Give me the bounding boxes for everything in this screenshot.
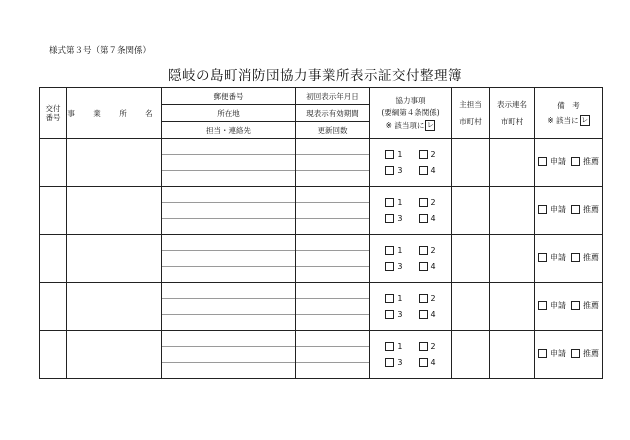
- register-row: [40, 187, 603, 235]
- remark-checkbox-application[interactable]: [538, 157, 566, 167]
- checkbox-icon: [419, 310, 428, 319]
- header-renewals: 更新回数: [296, 122, 370, 139]
- cell-first-date[interactable]: [296, 139, 369, 154]
- remark-label: 申請: [550, 156, 566, 166]
- item-checkbox-1[interactable]: [385, 294, 402, 304]
- remark-label: 推薦: [583, 252, 599, 262]
- cell-contact[interactable]: [162, 218, 295, 234]
- cell-number[interactable]: [40, 187, 67, 235]
- cell-remarks: [535, 139, 603, 187]
- header-address: 所在地: [162, 105, 296, 122]
- remark-label: 推薦: [583, 348, 599, 358]
- cell-municipality-display[interactable]: [490, 139, 535, 187]
- cell-kyoryoku-items: [370, 139, 452, 187]
- checkbox-icon: [538, 301, 547, 310]
- document-title: 隠岐の島町消防団協力事業所表示証交付整理簿: [168, 68, 462, 84]
- cell-address[interactable]: [162, 202, 295, 218]
- cell-contact[interactable]: [162, 266, 295, 282]
- checkmark-sample-box: レ: [426, 120, 434, 129]
- header-office-name: [67, 88, 162, 139]
- item-checkbox-2[interactable]: [419, 198, 436, 208]
- cell-kyoryoku-items: [370, 235, 452, 283]
- item-checkbox-3[interactable]: [385, 358, 402, 368]
- cell-address[interactable]: [162, 298, 295, 314]
- checkbox-icon: [419, 358, 428, 367]
- cell-municipality-main[interactable]: [452, 139, 490, 187]
- item-checkbox-1[interactable]: [385, 150, 402, 160]
- checkbox-icon: [385, 358, 394, 367]
- remark-checkbox-recommendation[interactable]: [571, 349, 599, 359]
- cell-dates[interactable]: [296, 331, 370, 379]
- checkbox-icon: [571, 253, 580, 262]
- item-checkbox-1[interactable]: [385, 246, 402, 256]
- checkbox-icon: [538, 253, 547, 262]
- checkbox-icon: [385, 166, 394, 175]
- cell-renewals[interactable]: [296, 362, 369, 378]
- remark-checkbox-recommendation[interactable]: [571, 157, 599, 167]
- cell-first-date[interactable]: [296, 283, 369, 298]
- checkbox-icon: [571, 301, 580, 310]
- remark-label: 申請: [550, 204, 566, 214]
- cell-expiry[interactable]: [296, 298, 369, 314]
- item-label: 3: [397, 213, 403, 223]
- cell-dates[interactable]: [296, 235, 370, 283]
- cell-office-name[interactable]: [67, 331, 162, 379]
- cell-postal-address-contact[interactable]: [162, 235, 296, 283]
- header-first-date: 初回表示年月日: [296, 88, 370, 105]
- item-checkbox-4[interactable]: [419, 214, 436, 224]
- cell-address[interactable]: [162, 250, 295, 266]
- checkbox-icon: [419, 214, 428, 223]
- checkbox-icon: [538, 349, 547, 358]
- item-checkbox-1[interactable]: [385, 342, 402, 352]
- item-checkbox-4[interactable]: [419, 310, 436, 320]
- item-label: 4: [430, 261, 436, 271]
- item-label: 3: [397, 357, 403, 367]
- checkbox-icon: [419, 198, 428, 207]
- cell-remarks: [535, 235, 603, 283]
- header-row-1: [40, 88, 603, 105]
- cell-postal[interactable]: [162, 139, 295, 154]
- checkbox-icon: [571, 205, 580, 214]
- item-checkbox-2[interactable]: [419, 150, 436, 160]
- item-checkbox-3[interactable]: [385, 214, 402, 224]
- header-office-name-label: 事 業 所 名: [67, 108, 161, 118]
- item-label: 1: [397, 149, 403, 159]
- cell-renewals[interactable]: [296, 170, 369, 186]
- header-municipality-display: [490, 88, 535, 139]
- cell-municipality-display[interactable]: [490, 331, 535, 379]
- remark-checkbox-application[interactable]: [538, 301, 566, 311]
- item-label: 3: [397, 165, 403, 175]
- cell-postal-address-contact[interactable]: [162, 139, 296, 187]
- item-checkbox-3[interactable]: [385, 310, 402, 320]
- checkbox-icon: [419, 262, 428, 271]
- cell-kyoryoku-items: [370, 187, 452, 235]
- item-label: 3: [397, 261, 403, 271]
- checkbox-icon: [385, 310, 394, 319]
- header-municipality-main-line1: 主担当: [459, 100, 482, 109]
- checkbox-icon: [385, 342, 394, 351]
- item-checkbox-2[interactable]: [419, 342, 436, 352]
- item-label: 2: [430, 149, 436, 159]
- remark-label: 推薦: [583, 300, 599, 310]
- checkbox-icon: [385, 214, 394, 223]
- cell-expiry[interactable]: [296, 346, 369, 362]
- register-row: [40, 235, 603, 283]
- cell-renewals[interactable]: [296, 266, 369, 282]
- cell-renewals[interactable]: [296, 218, 369, 234]
- header-remarks-note: ※ 該当に: [547, 115, 579, 125]
- item-label: 1: [397, 197, 403, 207]
- cell-first-date[interactable]: [296, 187, 369, 202]
- cell-first-date[interactable]: [296, 331, 369, 346]
- checkbox-icon: [419, 294, 428, 303]
- issuance-register-table: [39, 87, 603, 379]
- item-checkbox-1[interactable]: [385, 198, 402, 208]
- item-label: 1: [397, 245, 403, 255]
- checkbox-icon: [538, 205, 547, 214]
- checkbox-icon: [385, 150, 394, 159]
- remark-checkbox-recommendation[interactable]: [571, 301, 599, 311]
- remark-label: 申請: [550, 348, 566, 358]
- cell-expiry[interactable]: [296, 250, 369, 266]
- cell-number[interactable]: [40, 331, 67, 379]
- cell-dates[interactable]: [296, 283, 370, 331]
- checkbox-icon: [419, 150, 428, 159]
- cell-municipality-main[interactable]: [452, 331, 490, 379]
- remark-label: 申請: [550, 252, 566, 262]
- cell-office-name[interactable]: [67, 187, 162, 235]
- cell-remarks: [535, 283, 603, 331]
- cell-expiry[interactable]: [296, 154, 369, 170]
- item-label: 4: [430, 357, 436, 367]
- item-label: 4: [430, 309, 436, 319]
- cell-dates[interactable]: [296, 187, 370, 235]
- cell-office-name[interactable]: [67, 235, 162, 283]
- item-label: 4: [430, 165, 436, 175]
- header-municipality-display-line1: 表示連名: [497, 100, 527, 109]
- item-label: 2: [430, 245, 436, 255]
- cell-municipality-display[interactable]: [490, 283, 535, 331]
- cell-municipality-display[interactable]: [490, 235, 535, 283]
- item-checkbox-3[interactable]: [385, 166, 402, 176]
- cell-renewals[interactable]: [296, 314, 369, 330]
- remark-checkbox-application[interactable]: [538, 205, 566, 215]
- header-number: [40, 88, 67, 139]
- cell-municipality-display[interactable]: [490, 187, 535, 235]
- checkbox-icon: [419, 246, 428, 255]
- header-number-line1: 交付: [45, 104, 61, 113]
- register-row: [40, 283, 603, 331]
- cell-remarks: [535, 187, 603, 235]
- item-checkbox-2[interactable]: [419, 294, 436, 304]
- header-contact: 担当・連絡先: [162, 122, 296, 139]
- cell-contact[interactable]: [162, 170, 295, 186]
- cell-remarks: [535, 331, 603, 379]
- header-expiry: 現表示有効期間: [296, 105, 370, 122]
- cell-kyoryoku-items: [370, 331, 452, 379]
- header-kyoryoku-sub: (要綱第４条関係): [381, 107, 440, 117]
- cell-municipality-main[interactable]: [452, 235, 490, 283]
- header-postal: 郵便番号: [162, 88, 296, 105]
- cell-kyoryoku-items: [370, 283, 452, 331]
- item-label: 4: [430, 213, 436, 223]
- cell-number[interactable]: [40, 139, 67, 187]
- item-label: 2: [430, 293, 436, 303]
- cell-postal-address-contact[interactable]: [162, 283, 296, 331]
- checkbox-icon: [385, 198, 394, 207]
- header-kyoryoku-title: 協力事項: [395, 95, 426, 105]
- cell-postal[interactable]: [162, 331, 295, 346]
- remark-label: 推薦: [583, 156, 599, 166]
- cell-dates[interactable]: [296, 139, 370, 187]
- item-checkbox-2[interactable]: [419, 246, 436, 256]
- remarks-checkmark-sample-box: レ: [581, 115, 589, 124]
- checkbox-icon: [571, 157, 580, 166]
- cell-first-date[interactable]: [296, 235, 369, 250]
- item-label: 2: [430, 197, 436, 207]
- form-note: 様式第３号（第７条関係）: [49, 46, 152, 56]
- header-kyoryoku: [370, 88, 452, 139]
- checkbox-icon: [419, 166, 428, 175]
- item-label: 3: [397, 309, 403, 319]
- item-checkbox-3[interactable]: [385, 262, 402, 272]
- item-label: 1: [397, 341, 403, 351]
- cell-contact[interactable]: [162, 362, 295, 378]
- cell-municipality-main[interactable]: [452, 283, 490, 331]
- cell-postal-address-contact[interactable]: [162, 187, 296, 235]
- cell-contact[interactable]: [162, 314, 295, 330]
- remark-checkbox-recommendation[interactable]: [571, 205, 599, 215]
- remark-label: 推薦: [583, 204, 599, 214]
- register-row: [40, 331, 603, 379]
- item-checkbox-4[interactable]: [419, 262, 436, 272]
- remark-label: 申請: [550, 300, 566, 310]
- header-number-line2: 番号: [45, 113, 61, 122]
- checkbox-icon: [419, 342, 428, 351]
- cell-address[interactable]: [162, 154, 295, 170]
- header-municipality-display-line2: 市町村: [500, 117, 524, 126]
- header-municipality-main-line2: 市町村: [459, 117, 482, 126]
- item-checkbox-4[interactable]: [419, 166, 436, 176]
- cell-postal-address-contact[interactable]: [162, 331, 296, 379]
- header-kyoryoku-note: ※ 該当項に: [385, 120, 425, 130]
- item-label: 2: [430, 341, 436, 351]
- checkbox-icon: [385, 246, 394, 255]
- register-row: [40, 139, 603, 187]
- cell-postal[interactable]: [162, 235, 295, 250]
- cell-address[interactable]: [162, 346, 295, 362]
- checkbox-icon: [385, 262, 394, 271]
- item-label: 1: [397, 293, 403, 303]
- cell-number[interactable]: [40, 283, 67, 331]
- cell-postal[interactable]: [162, 187, 295, 202]
- cell-office-name[interactable]: [67, 283, 162, 331]
- cell-office-name[interactable]: [67, 139, 162, 187]
- checkbox-icon: [571, 349, 580, 358]
- header-municipality-main: [452, 88, 490, 139]
- cell-postal[interactable]: [162, 283, 295, 298]
- cell-municipality-main[interactable]: [452, 187, 490, 235]
- remark-checkbox-application[interactable]: [538, 253, 566, 263]
- item-checkbox-4[interactable]: [419, 358, 436, 368]
- header-remarks-title: 備 考: [557, 100, 580, 110]
- remark-checkbox-application[interactable]: [538, 349, 566, 359]
- cell-expiry[interactable]: [296, 202, 369, 218]
- header-remarks: [535, 88, 603, 139]
- remark-checkbox-recommendation[interactable]: [571, 253, 599, 263]
- checkbox-icon: [385, 294, 394, 303]
- cell-number[interactable]: [40, 235, 67, 283]
- checkbox-icon: [538, 157, 547, 166]
